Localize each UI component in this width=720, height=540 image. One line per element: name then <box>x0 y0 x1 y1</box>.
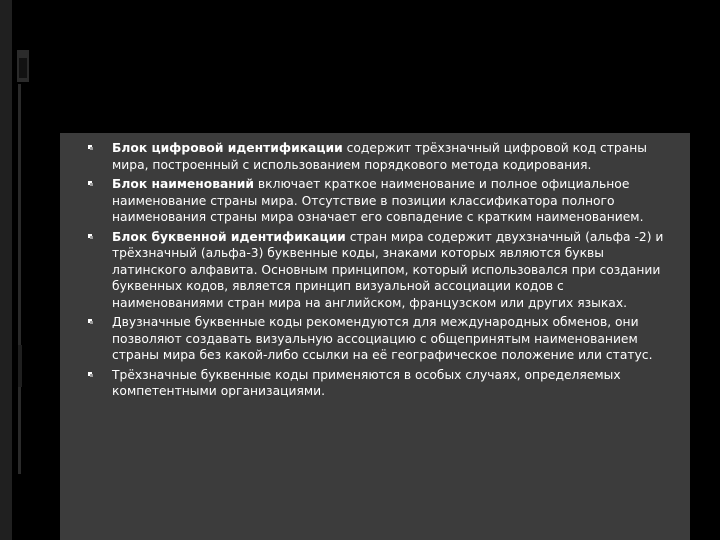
decorative-accent-inner <box>19 58 27 78</box>
bullet-item <box>60 229 690 312</box>
square-bullet-icon <box>88 319 92 323</box>
bullet-lead: Блок наименований <box>112 177 255 191</box>
square-bullet-icon <box>88 234 92 238</box>
bullet-item <box>60 367 690 400</box>
left-decorative-band <box>0 0 12 540</box>
bullet-item <box>60 176 690 226</box>
bullet-list <box>60 140 690 403</box>
decorative-accent-line <box>18 84 21 474</box>
bullet-text: содержит трёхзначный цифровой код страны мира, построенный с использованием порядкового метода кодирования. <box>112 141 648 172</box>
square-bullet-icon <box>88 145 92 149</box>
square-bullet-icon <box>88 372 92 376</box>
decorative-accent-mark <box>18 345 22 387</box>
bullet-text: Трёхзначные буквенные коды применяются в особых случаях, определяемых компетентными организациями. <box>112 367 621 398</box>
content-box <box>60 133 690 540</box>
bullet-text: стран мира содержит двухзначный (альфа -2) и трёхзначный (альфа-3) буквенные коды, знаками которых являются буквы латинского алфавита. Основным принципом, который использовался при создании буквенных кодов, является принцип визуальной ассоциации кодов с наименованиями стран мира на английском, французском или других языках. <box>112 229 664 310</box>
bullet-lead: Блок цифровой идентификации <box>112 141 343 155</box>
bullet-text: включает краткое наименование и полное официальное наименование страны мира. Отсутствие в позиции классификатора полного наименования страны мира означает его совпадение с кратким наименованием. <box>112 177 644 224</box>
bullet-lead: Блок буквенной идентификации <box>112 229 346 244</box>
bullet-item <box>60 140 690 173</box>
bullet-item <box>60 314 690 364</box>
square-bullet-icon <box>88 181 92 185</box>
bullet-text: Двузначные буквенные коды рекомендуются для международных обменов, они позволяют создавать визуальную ассоциацию с общепринятым наименованием страны мира без какой-либо ссылки на её географическое положение или статус. <box>112 315 653 362</box>
